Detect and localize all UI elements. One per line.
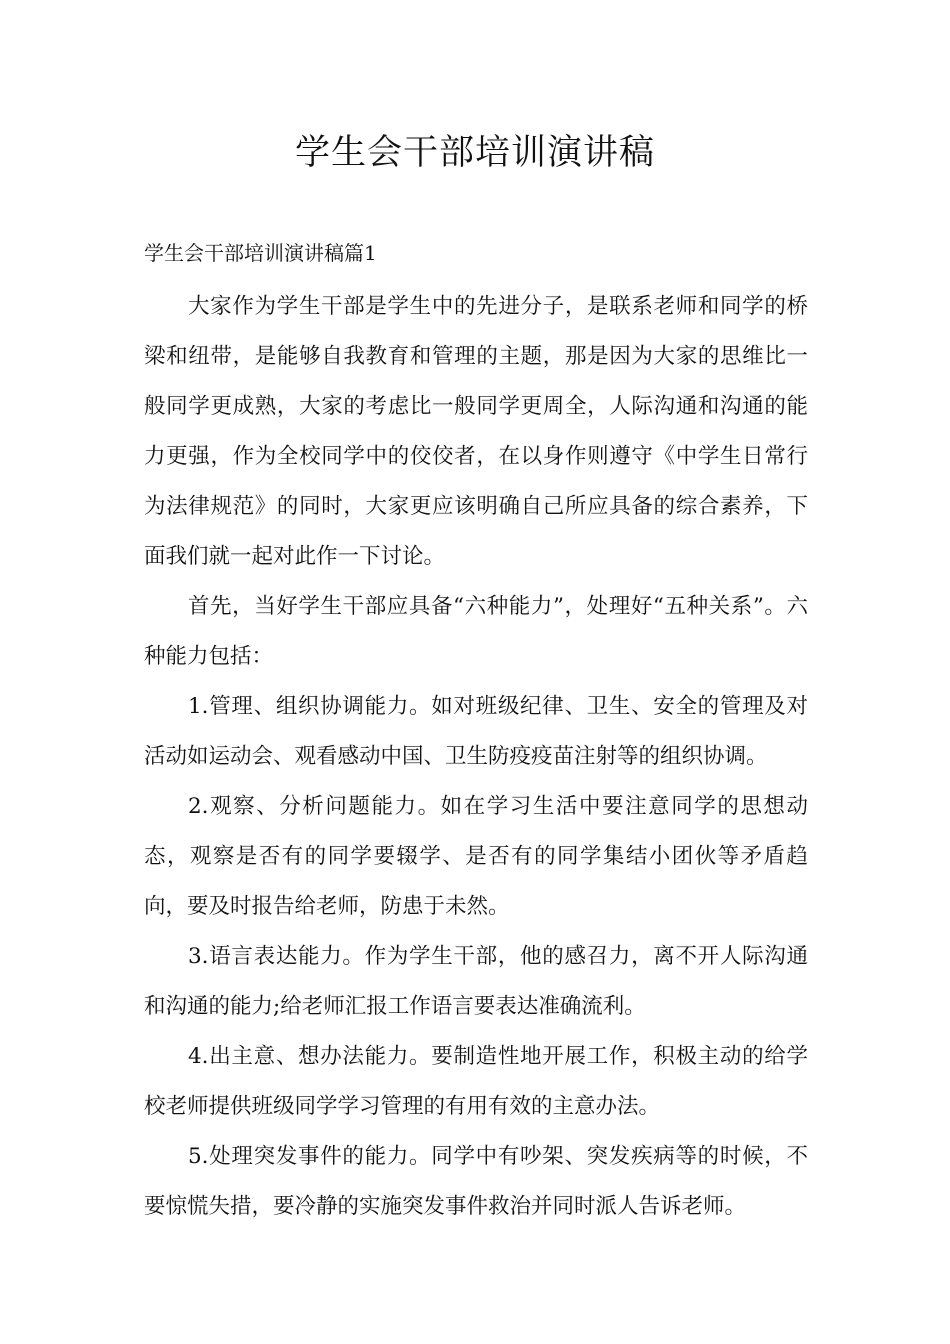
paragraph-ability-4: 4.出主意、想办法能力。要制造性地开展工作，积极主动的给学校老师提供班级同学学习管理的有用有效的主意办法。 — [144, 1044, 808, 1119]
paragraph-abilities-intro: 首先，当好学生干部应具备“六种能力”，处理好“五种关系”。六种能力包括： — [144, 594, 808, 669]
paragraph-intro: 大家作为学生干部是学生中的先进分子，是联系老师和同学的桥梁和纽带，是能够自我教育和管理的主题，那是因为大家的思维比一般同学更成熟，大家的考虑比一般同学更周全，人际沟通和沟通的能力更强，作为全校同学中的佼佼者，在以身作则遵守《中学生日常行为法律规范》的同时，大家更应该明确自己所应具备的综合素养，下面我们就一起对此作一下讨论。 — [144, 294, 808, 569]
paragraph-ability-3: 3.语言表达能力。作为学生干部，他的感召力，离不开人际沟通和沟通的能力;给老师汇报工作语言要表达准确流利。 — [144, 944, 808, 1019]
document-body — [144, 282, 808, 1232]
document-title: 学生会干部培训演讲稿 — [294, 133, 655, 173]
paragraph-ability-2: 2.观察、分析问题能力。如在学习生活中要注意同学的思想动态，观察是否有的同学要辍学、是否有的同学集结小团伙等矛盾趋向，要及时报告给老师，防患于未然。 — [144, 794, 808, 919]
section-heading: 学生会干部培训演讲稿篇1 — [144, 241, 377, 265]
paragraph-ability-5: 5.处理突发事件的能力。同学中有吵架、突发疾病等的时候，不要惊慌失措，要冷静的实施突发事件救治并同时派人告诉老师。 — [144, 1144, 808, 1219]
paragraph-ability-1: 1.管理、组织协调能力。如对班级纪律、卫生、安全的管理及对活动如运动会、观看感动中国、卫生防疫疫苗注射等的组织协调。 — [144, 694, 808, 769]
